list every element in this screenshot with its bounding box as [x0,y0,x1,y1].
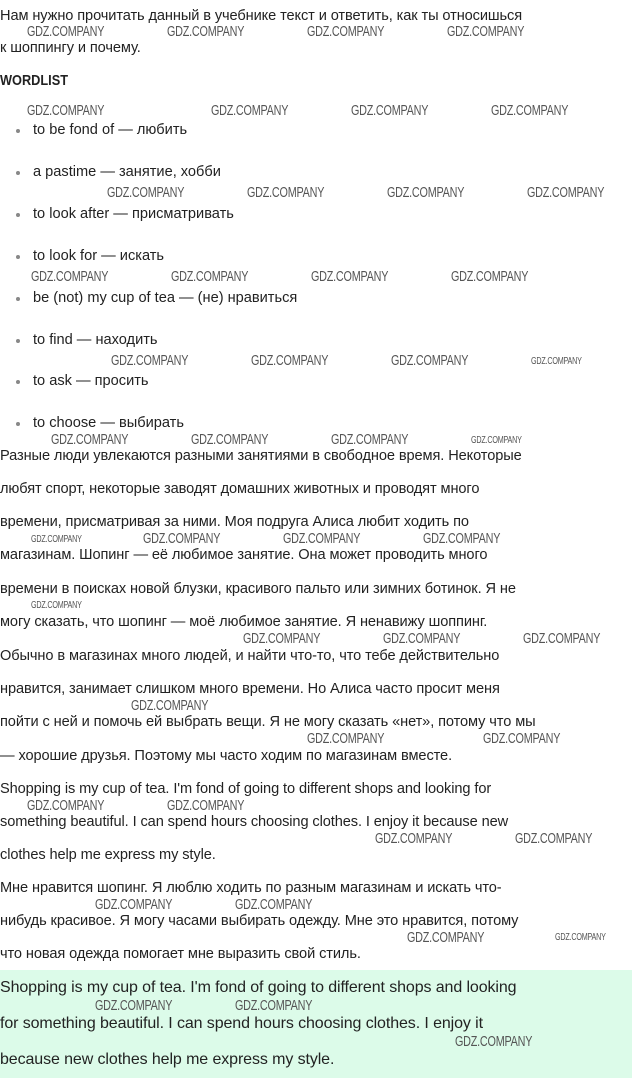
watermark-text: GDZ.COMPANY [471,435,522,446]
text-line: времени в поисках новой блузки, красивого пальто или зимних ботинок. Я не [0,581,516,597]
text-line: Разные люди увлекаются разными занятиями в свободное время. Некоторые [0,448,522,464]
watermark-text: GDZ.COMPANY [383,630,461,647]
wordlist-item: to look after — присматривать [33,206,234,222]
watermark-text: GDZ.COMPANY [51,431,129,448]
text-line: — хорошие друзья. Поэтому мы часто ходим по магазинам вместе. [0,748,453,764]
wordlist-item: a pastime — занятие, хобби [33,164,221,180]
watermark-text: GDZ.COMPANY [423,530,501,547]
watermark-text: GDZ.COMPANY [515,830,593,847]
watermark-text: GDZ.COMPANY [527,184,605,201]
task-line: Нам нужно прочитать данный в учебнике текст и ответить, как ты относишься [0,8,523,24]
answer-line: Shopping is my cup of tea. I'm fond of going to different shops and looking for [0,781,492,797]
watermark-text: GDZ.COMPANY [111,352,189,369]
watermark-text: GDZ.COMPANY [451,268,529,285]
text-line: нравится, занимает слишком много времени. Но Алиса часто просит меня [0,681,500,697]
watermark-text: GDZ.COMPANY [311,268,389,285]
watermark-text: GDZ.COMPANY [27,23,105,40]
watermark-text: GDZ.COMPANY [95,997,173,1014]
watermark-text: GDZ.COMPANY [31,600,82,611]
bullet-icon [16,213,20,217]
watermark-text: GDZ.COMPANY [555,932,606,943]
watermark-text: GDZ.COMPANY [483,730,561,747]
watermark-text: GDZ.COMPANY [375,830,453,847]
watermark-text: GDZ.COMPANY [243,630,321,647]
watermark-text: GDZ.COMPANY [211,102,289,119]
text-line: пойти с ней и помочь ей выбрать вещи. Я не могу сказать «нет», потому что мы [0,714,536,730]
watermark-text: GDZ.COMPANY [143,530,221,547]
text-line: Обычно в магазинах много людей, и найти что-то, что тебе действительно [0,648,500,664]
wordlist-item: to find — находить [33,332,158,348]
watermark-text: GDZ.COMPANY [331,431,409,448]
wordlist-item: to be fond of — любить [33,122,188,138]
watermark-text: GDZ.COMPANY [283,530,361,547]
answer-line: clothes help me express my style. [0,847,216,863]
text-line: времени, присматривая за ними. Моя подруга Алиса любит ходить по [0,514,469,530]
watermark-text: GDZ.COMPANY [391,352,469,369]
bullet-icon [16,422,20,426]
bullet-icon [16,171,20,175]
highlighted-line: for something beautiful. I can spend hours choosing clothes. I enjoy it [0,1015,483,1032]
highlighted-line: because new clothes help me express my style. [0,1051,335,1068]
wordlist-item: be (not) my cup of tea — (не) нравиться [33,290,298,306]
watermark-text: GDZ.COMPANY [531,356,582,367]
bullet-icon [16,297,20,301]
watermark-text: GDZ.COMPANY [191,431,269,448]
watermark-text: GDZ.COMPANY [107,184,185,201]
watermark-text: GDZ.COMPANY [167,23,245,40]
wordlist-item: to ask — просить [33,373,149,389]
watermark-text: GDZ.COMPANY [251,352,329,369]
watermark-text: GDZ.COMPANY [307,730,385,747]
watermark-text: GDZ.COMPANY [235,896,313,913]
text-line: любят спорт, некоторые заводят домашних животных и проводят много [0,481,480,497]
bullet-icon [16,339,20,343]
highlighted-answer [0,970,632,1078]
text-line: могу сказать, что шопинг — моё любимое занятие. Я ненавижу шоппинг. [0,614,488,630]
watermark-text: GDZ.COMPANY [523,630,601,647]
task-line: к шоппингу и почему. [0,40,141,56]
watermark-text: GDZ.COMPANY [167,797,245,814]
watermark-text: GDZ.COMPANY [447,23,525,40]
bullet-icon [16,380,20,384]
wordlist-item: to look for — искать [33,248,165,264]
answer-line: что новая одежда помогает мне выразить свой стиль. [0,946,361,962]
watermark-text: GDZ.COMPANY [387,184,465,201]
answer-line: something beautiful. I can spend hours choosing clothes. I enjoy it because new [0,814,509,830]
watermark-text: GDZ.COMPANY [31,268,109,285]
watermark-text: GDZ.COMPANY [95,896,173,913]
wordlist-heading: WORDLIST [0,72,68,89]
bullet-icon [16,255,20,259]
watermark-text: GDZ.COMPANY [27,102,105,119]
watermark-text: GDZ.COMPANY [491,102,569,119]
highlighted-line: Shopping is my cup of tea. I'm fond of going to different shops and looking [0,979,517,996]
watermark-text: GDZ.COMPANY [131,697,209,714]
text-line: магазинам. Шопинг — её любимое занятие. Она может проводить много [0,547,488,563]
watermark-text: GDZ.COMPANY [31,534,82,545]
watermark-text: GDZ.COMPANY [307,23,385,40]
answer-line: нибудь красивое. Я могу часами выбирать одежду. Мне это нравится, потому [0,913,519,929]
watermark-text: GDZ.COMPANY [27,797,105,814]
watermark-text: GDZ.COMPANY [455,1033,533,1050]
watermark-text: GDZ.COMPANY [247,184,325,201]
bullet-icon [16,129,20,133]
wordlist-item: to choose — выбирать [33,415,184,431]
watermark-text: GDZ.COMPANY [351,102,429,119]
watermark-text: GDZ.COMPANY [171,268,249,285]
answer-line: Мне нравится шопинг. Я люблю ходить по разным магазинам и искать что- [0,880,502,896]
watermark-text: GDZ.COMPANY [235,997,313,1014]
watermark-text: GDZ.COMPANY [407,929,485,946]
